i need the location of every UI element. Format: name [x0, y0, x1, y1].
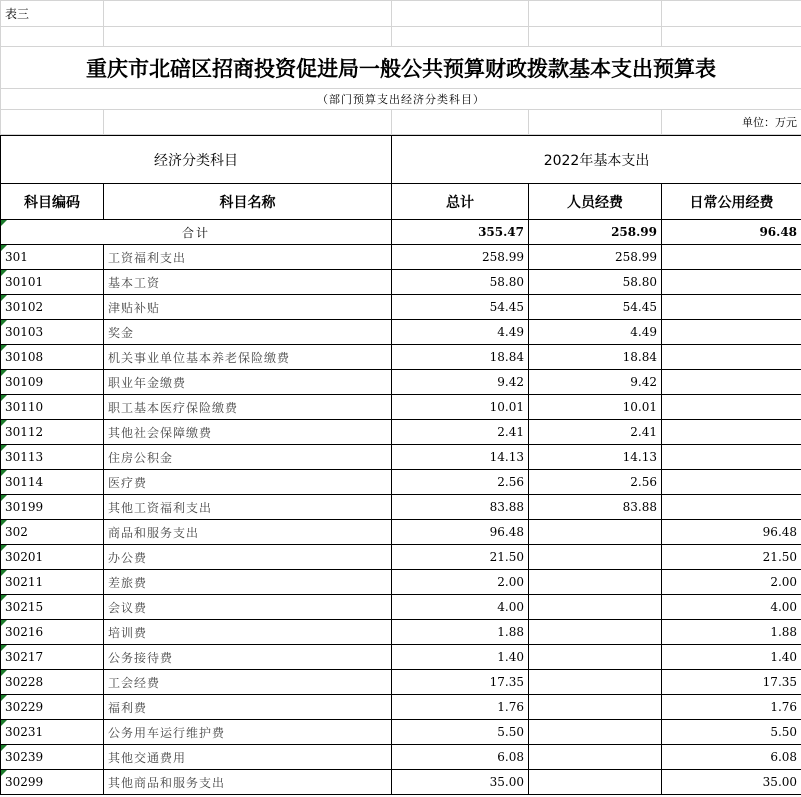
row-total: 258.99	[392, 245, 529, 270]
totals-personnel: 258.99	[529, 220, 662, 245]
row-personnel	[529, 570, 662, 595]
row-public	[662, 245, 801, 270]
row-name: 会议费	[104, 595, 392, 620]
row-code: 30113	[1, 445, 104, 470]
row-public	[662, 420, 801, 445]
row-name: 公务接待费	[104, 645, 392, 670]
row-personnel: 4.49	[529, 320, 662, 345]
row-public	[662, 270, 801, 295]
table-row[interactable]	[1, 420, 801, 445]
row-code: 30239	[1, 745, 104, 770]
row-code: 30299	[1, 770, 104, 795]
budget-table	[0, 135, 801, 795]
row-code: 301	[1, 245, 104, 270]
row-name: 机关事业单位基本养老保险缴费	[104, 345, 392, 370]
row-code: 30102	[1, 295, 104, 320]
budget-rows	[1, 245, 801, 795]
row-public	[662, 470, 801, 495]
row-total: 96.48	[392, 520, 529, 545]
row-total: 1.88	[392, 620, 529, 645]
row-total: 2.56	[392, 470, 529, 495]
row-public: 35.00	[662, 770, 801, 795]
row-code: 30103	[1, 320, 104, 345]
row-personnel: 18.84	[529, 345, 662, 370]
total-header: 总计	[392, 184, 529, 220]
table-row[interactable]	[1, 345, 801, 370]
row-code: 30112	[1, 420, 104, 445]
public-header: 日常公用经费	[662, 184, 801, 220]
row-name: 商品和服务支出	[104, 520, 392, 545]
row-code: 30199	[1, 495, 104, 520]
table-row[interactable]	[1, 295, 801, 320]
table-row[interactable]	[1, 720, 801, 745]
row-personnel	[529, 695, 662, 720]
name-header: 科目名称	[104, 184, 392, 220]
table-row[interactable]	[1, 270, 801, 295]
row-code: 30108	[1, 345, 104, 370]
table-row[interactable]	[1, 495, 801, 520]
row-personnel	[529, 770, 662, 795]
row-public: 6.08	[662, 745, 801, 770]
row-code: 30114	[1, 470, 104, 495]
row-name: 其他商品和服务支出	[104, 770, 392, 795]
row-total: 17.35	[392, 670, 529, 695]
row-code: 30217	[1, 645, 104, 670]
econ-class-header: 经济分类科目	[1, 136, 392, 184]
table-row[interactable]	[1, 520, 801, 545]
table-row[interactable]	[1, 470, 801, 495]
row-name: 其他交通费用	[104, 745, 392, 770]
row-total: 4.49	[392, 320, 529, 345]
row-code: 30109	[1, 370, 104, 395]
row-total: 35.00	[392, 770, 529, 795]
sheet-table	[0, 0, 801, 135]
row-personnel	[529, 545, 662, 570]
row-total: 4.00	[392, 595, 529, 620]
year-basic-header: 2022年基本支出	[392, 136, 801, 184]
row-personnel: 2.41	[529, 420, 662, 445]
table-row[interactable]	[1, 370, 801, 395]
totals-public: 96.48	[662, 220, 801, 245]
row-personnel: 9.42	[529, 370, 662, 395]
row-total: 10.01	[392, 395, 529, 420]
row-total: 1.76	[392, 695, 529, 720]
table-row[interactable]	[1, 645, 801, 670]
row-name: 差旅费	[104, 570, 392, 595]
row-public	[662, 345, 801, 370]
row-total: 2.41	[392, 420, 529, 445]
row-name: 职业年金缴费	[104, 370, 392, 395]
row-name: 其他工资福利支出	[104, 495, 392, 520]
row-personnel: 14.13	[529, 445, 662, 470]
table-row[interactable]	[1, 570, 801, 595]
table-row[interactable]	[1, 620, 801, 645]
row-name: 职工基本医疗保险缴费	[104, 395, 392, 420]
row-name: 培训费	[104, 620, 392, 645]
row-name: 住房公积金	[104, 445, 392, 470]
row-code: 302	[1, 520, 104, 545]
code-header: 科目编码	[1, 184, 104, 220]
table-row[interactable]	[1, 445, 801, 470]
row-name: 工资福利支出	[104, 245, 392, 270]
row-public: 1.88	[662, 620, 801, 645]
row-name: 医疗费	[104, 470, 392, 495]
page-subtitle: （部门预算支出经济分类科目）	[1, 89, 801, 110]
row-code: 30216	[1, 620, 104, 645]
row-total: 5.50	[392, 720, 529, 745]
row-name: 工会经费	[104, 670, 392, 695]
row-public: 1.40	[662, 645, 801, 670]
row-personnel: 54.45	[529, 295, 662, 320]
totals-label: 合计	[1, 220, 392, 245]
row-personnel: 258.99	[529, 245, 662, 270]
row-code: 30231	[1, 720, 104, 745]
row-total: 14.13	[392, 445, 529, 470]
row-public	[662, 320, 801, 345]
row-name: 津贴补贴	[104, 295, 392, 320]
row-public	[662, 295, 801, 320]
row-code: 30229	[1, 695, 104, 720]
table-row[interactable]	[1, 770, 801, 795]
row-public: 96.48	[662, 520, 801, 545]
table-number: 表三	[1, 1, 104, 27]
row-total: 1.40	[392, 645, 529, 670]
table-row[interactable]	[1, 320, 801, 345]
row-personnel: 2.56	[529, 470, 662, 495]
table-row[interactable]	[1, 695, 801, 720]
row-code: 30211	[1, 570, 104, 595]
table-row[interactable]	[1, 745, 801, 770]
row-total: 54.45	[392, 295, 529, 320]
table-row[interactable]	[1, 395, 801, 420]
row-personnel	[529, 620, 662, 645]
row-personnel	[529, 720, 662, 745]
row-public	[662, 495, 801, 520]
row-personnel	[529, 645, 662, 670]
row-total: 18.84	[392, 345, 529, 370]
row-personnel	[529, 670, 662, 695]
table-row[interactable]	[1, 670, 801, 695]
row-total: 2.00	[392, 570, 529, 595]
row-personnel	[529, 520, 662, 545]
row-total: 21.50	[392, 545, 529, 570]
row-total: 6.08	[392, 745, 529, 770]
row-public: 1.76	[662, 695, 801, 720]
row-public	[662, 395, 801, 420]
row-name: 福利费	[104, 695, 392, 720]
page-title: 重庆市北碚区招商投资促进局一般公共预算财政拨款基本支出预算表	[1, 47, 801, 89]
row-name: 基本工资	[104, 270, 392, 295]
row-public: 17.35	[662, 670, 801, 695]
row-code: 30228	[1, 670, 104, 695]
row-name: 办公费	[104, 545, 392, 570]
personnel-header: 人员经费	[529, 184, 662, 220]
row-code: 30110	[1, 395, 104, 420]
row-personnel: 83.88	[529, 495, 662, 520]
row-public: 2.00	[662, 570, 801, 595]
row-code: 30215	[1, 595, 104, 620]
row-total: 83.88	[392, 495, 529, 520]
table-row[interactable]	[1, 545, 801, 570]
row-personnel: 10.01	[529, 395, 662, 420]
row-code: 30201	[1, 545, 104, 570]
table-row[interactable]	[1, 245, 801, 270]
row-total: 58.80	[392, 270, 529, 295]
row-name: 公务用车运行维护费	[104, 720, 392, 745]
totals-row	[1, 220, 801, 245]
row-public: 5.50	[662, 720, 801, 745]
row-name: 其他社会保障缴费	[104, 420, 392, 445]
row-public	[662, 445, 801, 470]
row-name: 奖金	[104, 320, 392, 345]
table-row[interactable]	[1, 595, 801, 620]
row-public	[662, 370, 801, 395]
row-personnel	[529, 595, 662, 620]
row-public: 4.00	[662, 595, 801, 620]
row-personnel: 58.80	[529, 270, 662, 295]
row-public: 21.50	[662, 545, 801, 570]
row-total: 9.42	[392, 370, 529, 395]
row-personnel	[529, 745, 662, 770]
row-code: 30101	[1, 270, 104, 295]
totals-total: 355.47	[392, 220, 529, 245]
unit-label: 单位：万元	[662, 110, 801, 135]
